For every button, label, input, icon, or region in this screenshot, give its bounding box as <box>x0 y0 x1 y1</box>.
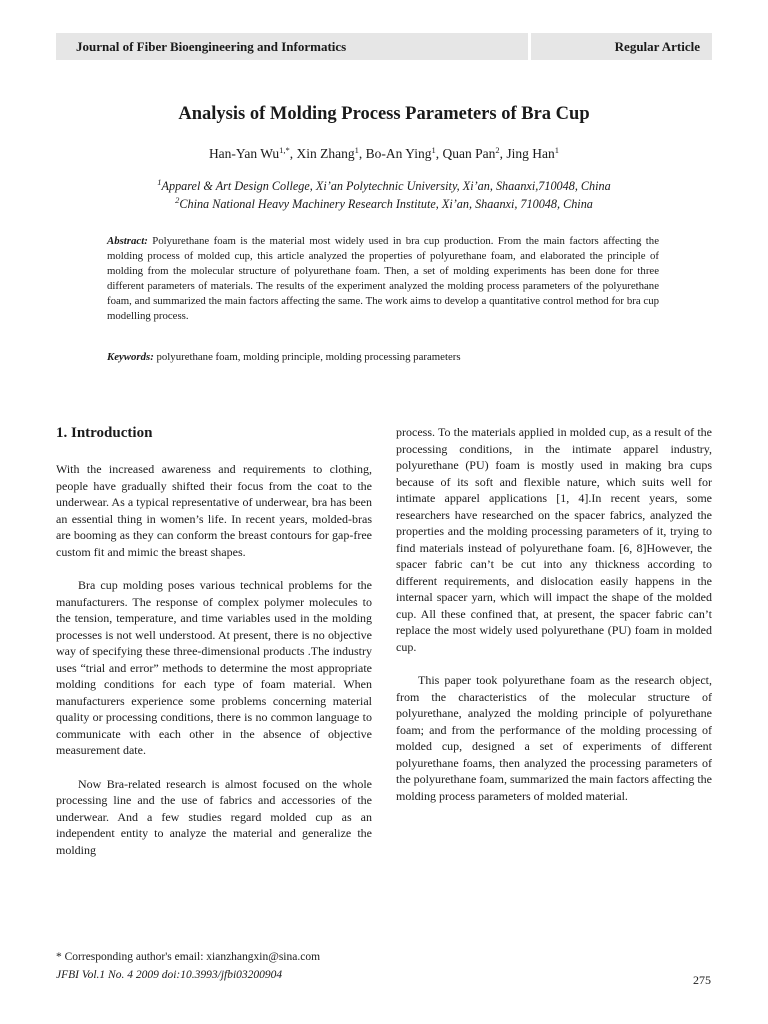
paragraph: With the increased awareness and requirements to clothing, people have gradually shifted their focus from the coat to the underwear. As a typical representative of underwear, bra has been an essential thing in women’s life. In recent years, molded-bras are booming as they can conform the breast contours for gap-free custom fit and mimic the breast shapes. <box>56 462 372 559</box>
journal-citation: JFBI Vol.1 No. 4 2009 doi:10.3993/jfbi03200904 <box>56 969 283 981</box>
paragraph: Now Bra-related research is almost focused on the whole processing line and the use of fabrics and accessories of the underwear. And a few studies regard molded cup as an independent entity to analyze the material and generalize the molding <box>56 776 372 857</box>
keywords-label: Keywords: <box>107 351 154 363</box>
paper-title: Analysis of Molding Process Parameters of Bra Cup <box>178 104 590 124</box>
author: Han-Yan $Wu^{1,*}$, <box>208 145 297 161</box>
abstract-text: Polyurethane foam is the material most widely used in bra cup production. From the main factors affecting the molding process of molded cup, this article analyzed the properties of polyurethane foam, and elaborated the principle of molding from the molecular structure of polyurethane foam. Then, a set of molding experiments has been done for three different parameters of materials. The results of the experiment analyzed the molding process parameters of the polyurethane foam, and summarized the main factors affecting the same. The work aims to develop a quantitative control method for bra cup modelling process. <box>107 235 660 322</box>
author: Jing Han$^1$ <box>506 145 560 161</box>
journal-header-bar <box>56 33 712 60</box>
author: Bo-An Ying$^1$, <box>365 145 443 161</box>
paragraph: This paper took polyurethane foam as the research object, from the characteristics of the molecular structure of polyurethane, analyzed the molding principle of polyurethane foam; and from the performance of the molding processing of molded cup, designed a set of experiments of different polyurethane foams, then analyzed the processing parameters of the polyurethane foam, summarized the main factors affecting the molding process parameters of molded material. <box>396 673 712 803</box>
keywords <box>107 351 659 363</box>
right-column <box>396 424 712 821</box>
author-list <box>0 146 768 162</box>
author: Quan Pan$^2$, <box>442 145 507 161</box>
journal-name: Journal of Fiber Bioengineering and Informatics <box>56 33 528 60</box>
paragraph: Bra cup molding poses various technical problems for the manufacturers. The response of complex polymer molecules to the tension, temperature, and time variables used in the molding processes is not well understood. At present, there is no objective way of specifying these three-dimensional products .The industry uses “trial and error” methods to determine the most appropriate molding conditions for each type of foam material. When manufacturers experience some problems concerning material quality or processing conditions, there is no common language to communicate with each other in the absence of objective measurement date. <box>56 578 372 757</box>
affiliation-2: $^2$China National Heavy Machinery Research Institute, Xi’an, Shaanxi, 710048, China <box>175 195 593 211</box>
abstract-label: Abstract: <box>107 235 148 247</box>
page-number: 275 <box>693 973 711 987</box>
abstract <box>107 234 659 324</box>
author: Xin Zhang$^1$, <box>296 145 366 161</box>
affiliation-1: $^1$Apparel & Art Design College, Xi’an Polytechnic University, Xi’an, Shaanxi,710048, China <box>157 177 611 193</box>
left-column <box>56 461 372 875</box>
paragraph: process. To the materials applied in molded cup, as a result of the processing conditions, in the intimate apparel industry, polyurethane (PU) foam is mostly used in making bra cups because of its soft and flexible nature, which suits well for intimate apparel applications [1, 4].In recent years, some researchers have researched on the spacer fabrics, analyzed the properties and the molding processing parameters of it, trying to find materials instead of polyurethane foam. [6, 8]However, the spacer fabric can’t be cut into any thickness according to different requirements, and dislocation easily happens in the internal spacer yarn, which will impact the shape of the molded cup. All these confined that, at present, the spacer fabric can’t replace the most widely used polyurethane (PU) foam in molded cup. <box>396 425 712 654</box>
keywords-text: polyurethane foam, molding principle, molding processing parameters <box>156 351 461 363</box>
article-type: Regular Article <box>531 33 712 60</box>
corresponding-author-note: * Corresponding author's email: xianzhangxin@sina.com <box>56 951 321 963</box>
section-heading-introduction: 1. Introduction <box>56 425 153 441</box>
